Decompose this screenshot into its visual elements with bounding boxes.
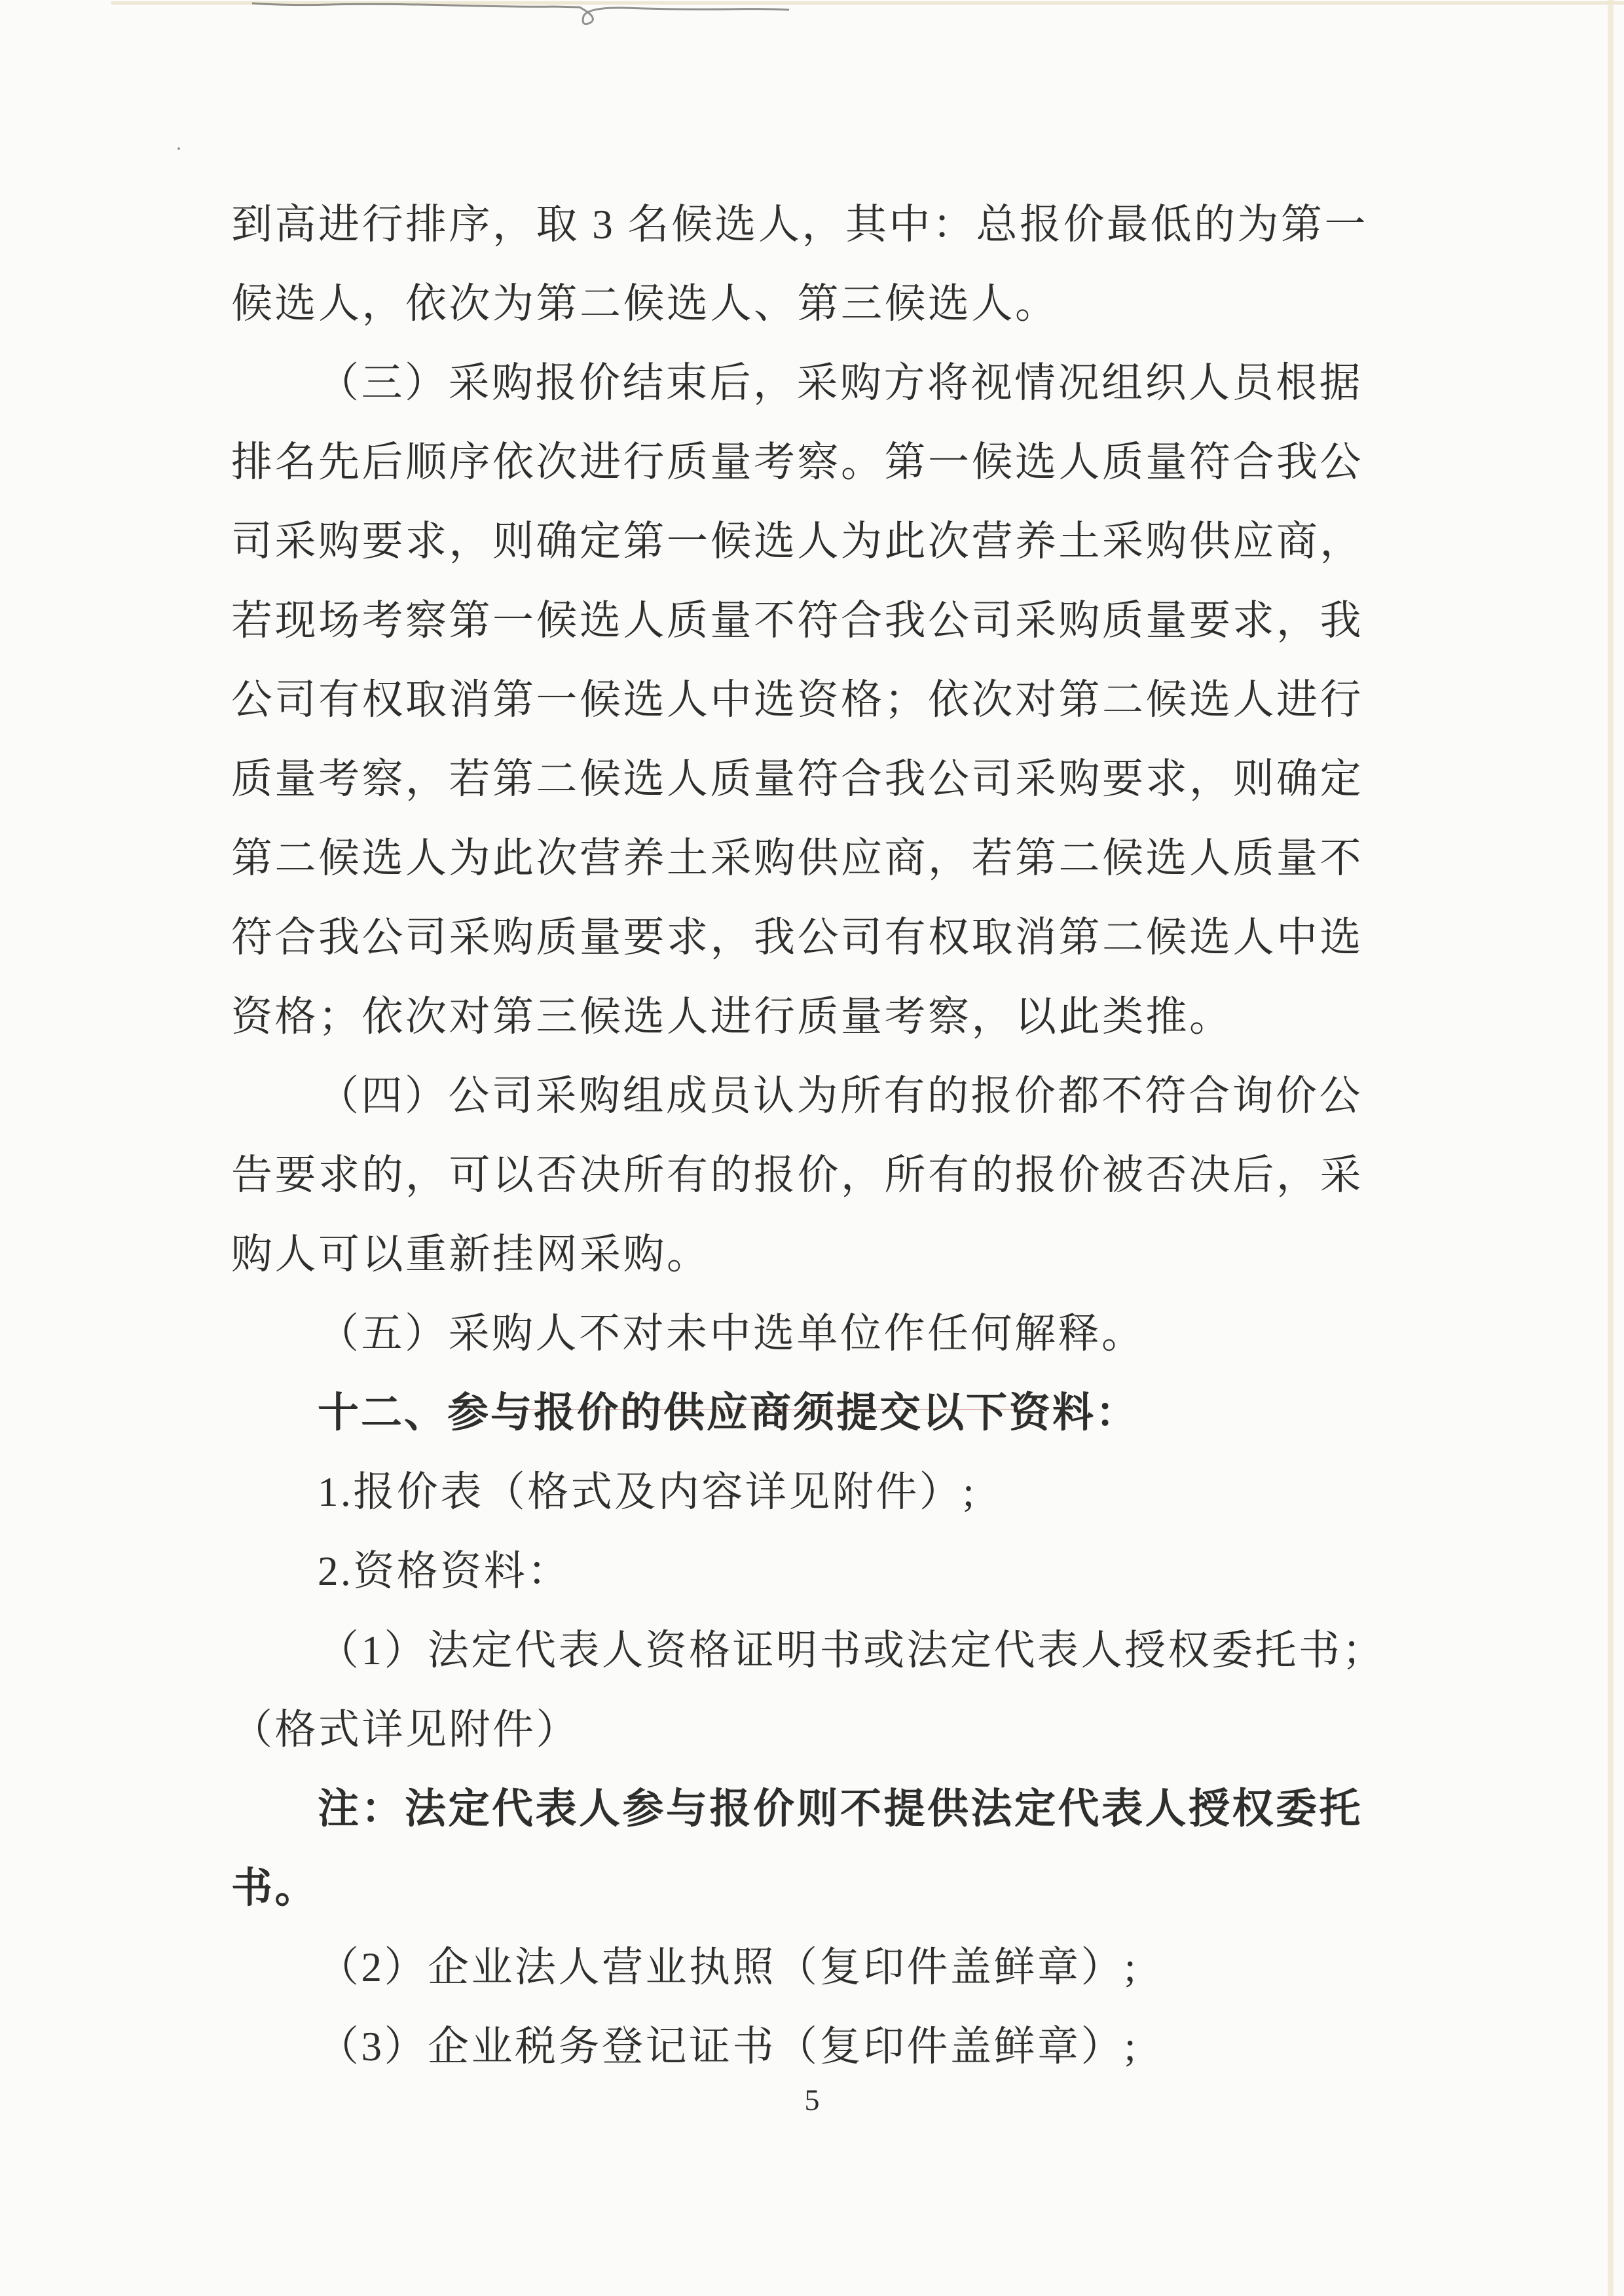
- page-number: 5: [804, 2083, 820, 2117]
- list-item-1: 1.报价表（格式及内容详见附件）;: [318, 1469, 977, 1515]
- clause-5-line: （五）采购人不对未中选单位作任何解释。: [318, 1311, 1145, 1357]
- text-line: （格式详见附件）: [231, 1707, 580, 1753]
- text-line: 购人可以重新挂网采购。: [231, 1231, 710, 1277]
- sub-item-2-line: （2）企业法人营业执照（复印件盖鲜章）;: [318, 1944, 1139, 1990]
- scan-speckle-artifact: [177, 147, 180, 150]
- list-item-2: 2.资格资料：: [318, 1548, 571, 1594]
- text-line: 排名先后顺序依次进行质量考察。第一候选人质量符合我公: [231, 439, 1363, 485]
- clause-3-line: （三）采购报价结束后，采购方将视情况组织人员根据: [318, 360, 1363, 406]
- section-heading: 十二、参与报价的供应商须提交以下资料：: [318, 1390, 1139, 1436]
- scan-scribble-artifact: [252, 3, 789, 24]
- text-line: 第二候选人为此次营养土采购供应商，若第二候选人质量不: [231, 835, 1363, 881]
- text-line: 到高进行排序，取 3 名候选人，其中：总报价最低的为第一: [231, 202, 1368, 247]
- clause-4-line: （四）公司采购组成员认为所有的报价都不符合询价公: [318, 1073, 1363, 1119]
- text-line: 符合我公司采购质量要求，我公司有权取消第二候选人中选: [231, 915, 1363, 960]
- text-line: 司采购要求，则确定第一候选人为此次营养土采购供应商，: [231, 519, 1363, 564]
- text-line: 质量考察，若第二候选人质量符合我公司采购要求，则确定: [231, 756, 1363, 802]
- note-line: 书。: [231, 1865, 318, 1911]
- note-line: 注：法定代表人参与报价则不提供法定代表人授权委托: [318, 1786, 1363, 1832]
- sub-item-1-line: （1）法定代表人资格证明书或法定代表人授权委托书；: [318, 1628, 1386, 1673]
- text-line: 告要求的，可以否决所有的报价，所有的报价被否决后，采: [231, 1152, 1363, 1198]
- text-line: 若现场考察第一候选人质量不符合我公司采购质量要求，我: [231, 598, 1363, 644]
- sub-item-3-line: （3）企业税务登记证书（复印件盖鲜章）;: [318, 2024, 1139, 2069]
- scan-edge-artifact-top: [0, 0, 1624, 26]
- scan-edge-artifact-right: [1608, 0, 1614, 2296]
- document-body: [231, 185, 1386, 2086]
- text-line: 候选人，依次为第二候选人、第三候选人。: [231, 281, 1059, 327]
- text-line: 公司有权取消第一候选人中选资格；依次对第二候选人进行: [231, 677, 1363, 723]
- text-line: 资格；依次对第三候选人进行质量考察，以此类推。: [231, 994, 1233, 1040]
- page-edge-shadow: [111, 1, 1624, 5]
